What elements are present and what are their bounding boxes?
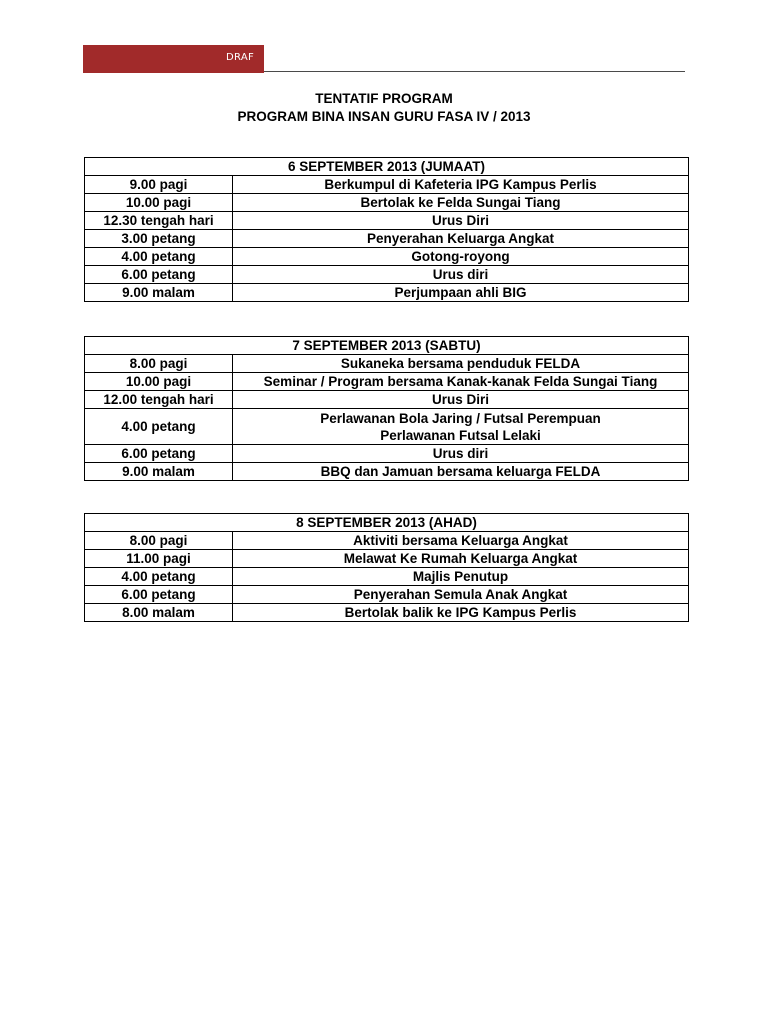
table-row xyxy=(85,248,689,266)
table-row xyxy=(85,373,689,391)
table-header-row xyxy=(85,337,689,355)
activity-cell: Aktiviti bersama Keluarga Angkat xyxy=(233,532,689,550)
time-cell: 3.00 petang xyxy=(85,230,233,248)
table-row xyxy=(85,568,689,586)
document-subtitle: PROGRAM BINA INSAN GURU FASA IV / 2013 xyxy=(237,109,531,124)
activity-line: Perlawanan Bola Jaring / Futsal Perempuan xyxy=(320,410,601,426)
table-row xyxy=(85,550,689,568)
table-row xyxy=(85,604,689,622)
table-row xyxy=(85,355,689,373)
activity-cell: Berkumpul di Kafeteria IPG Kampus Perlis xyxy=(233,176,689,194)
activity-cell: Melawat Ke Rumah Keluarga Angkat xyxy=(233,550,689,568)
time-cell: 10.00 pagi xyxy=(85,373,233,391)
time-cell: 10.00 pagi xyxy=(85,194,233,212)
activity-cell: Urus Diri xyxy=(233,391,689,409)
table-row xyxy=(85,532,689,550)
activity-cell: Urus Diri xyxy=(233,212,689,230)
time-cell: 12.30 tengah hari xyxy=(85,212,233,230)
activity-cell: Majlis Penutup xyxy=(233,568,689,586)
activity-cell: Penyerahan Semula Anak Angkat xyxy=(233,586,689,604)
activity-cell: Penyerahan Keluarga Angkat xyxy=(233,230,689,248)
table-row xyxy=(85,194,689,212)
header-rule xyxy=(264,71,685,72)
table-row xyxy=(85,409,689,445)
time-cell: 11.00 pagi xyxy=(85,550,233,568)
table-row xyxy=(85,391,689,409)
draft-label: DRAF xyxy=(226,52,255,63)
activity-cell xyxy=(233,409,689,445)
table-row xyxy=(85,230,689,248)
time-cell: 8.00 malam xyxy=(85,604,233,622)
activity-cell: Bertolak balik ke IPG Kampus Perlis xyxy=(233,604,689,622)
activity-cell: Urus diri xyxy=(233,266,689,284)
day-heading: 6 SEPTEMBER 2013 (JUMAAT) xyxy=(85,158,689,176)
table-header-row xyxy=(85,514,689,532)
day-heading: 7 SEPTEMBER 2013 (SABTU) xyxy=(85,337,689,355)
time-cell: 6.00 petang xyxy=(85,586,233,604)
time-cell: 9.00 malam xyxy=(85,463,233,481)
activity-cell: Gotong-royong xyxy=(233,248,689,266)
table-header-row xyxy=(85,158,689,176)
table-row xyxy=(85,463,689,481)
time-cell: 4.00 petang xyxy=(85,568,233,586)
schedule-table-day-1 xyxy=(84,157,689,302)
activity-cell: Urus diri xyxy=(233,445,689,463)
time-cell: 6.00 petang xyxy=(85,266,233,284)
time-cell: 6.00 petang xyxy=(85,445,233,463)
time-cell: 8.00 pagi xyxy=(85,532,233,550)
time-cell: 4.00 petang xyxy=(85,248,233,266)
table-row xyxy=(85,212,689,230)
day-heading: 8 SEPTEMBER 2013 (AHAD) xyxy=(85,514,689,532)
table-row xyxy=(85,266,689,284)
schedule-table-day-2 xyxy=(84,336,689,481)
time-cell: 9.00 pagi xyxy=(85,176,233,194)
activity-cell: Seminar / Program bersama Kanak-kanak Felda Sungai Tiang xyxy=(233,373,689,391)
time-cell: 4.00 petang xyxy=(85,409,233,445)
table-row xyxy=(85,284,689,302)
time-cell: 9.00 malam xyxy=(85,284,233,302)
activity-line: Perlawanan Futsal Lelaki xyxy=(380,427,541,443)
table-row xyxy=(85,176,689,194)
table-row xyxy=(85,586,689,604)
activity-cell: Perjumpaan ahli BIG xyxy=(233,284,689,302)
table-row xyxy=(85,445,689,463)
activity-cell: Bertolak ke Felda Sungai Tiang xyxy=(233,194,689,212)
time-cell: 8.00 pagi xyxy=(85,355,233,373)
time-cell: 12.00 tengah hari xyxy=(85,391,233,409)
schedule-table-day-3 xyxy=(84,513,689,622)
activity-cell: Sukaneka bersama penduduk FELDA xyxy=(233,355,689,373)
activity-cell: BBQ dan Jamuan bersama keluarga FELDA xyxy=(233,463,689,481)
document-title: TENTATIF PROGRAM xyxy=(315,91,453,106)
